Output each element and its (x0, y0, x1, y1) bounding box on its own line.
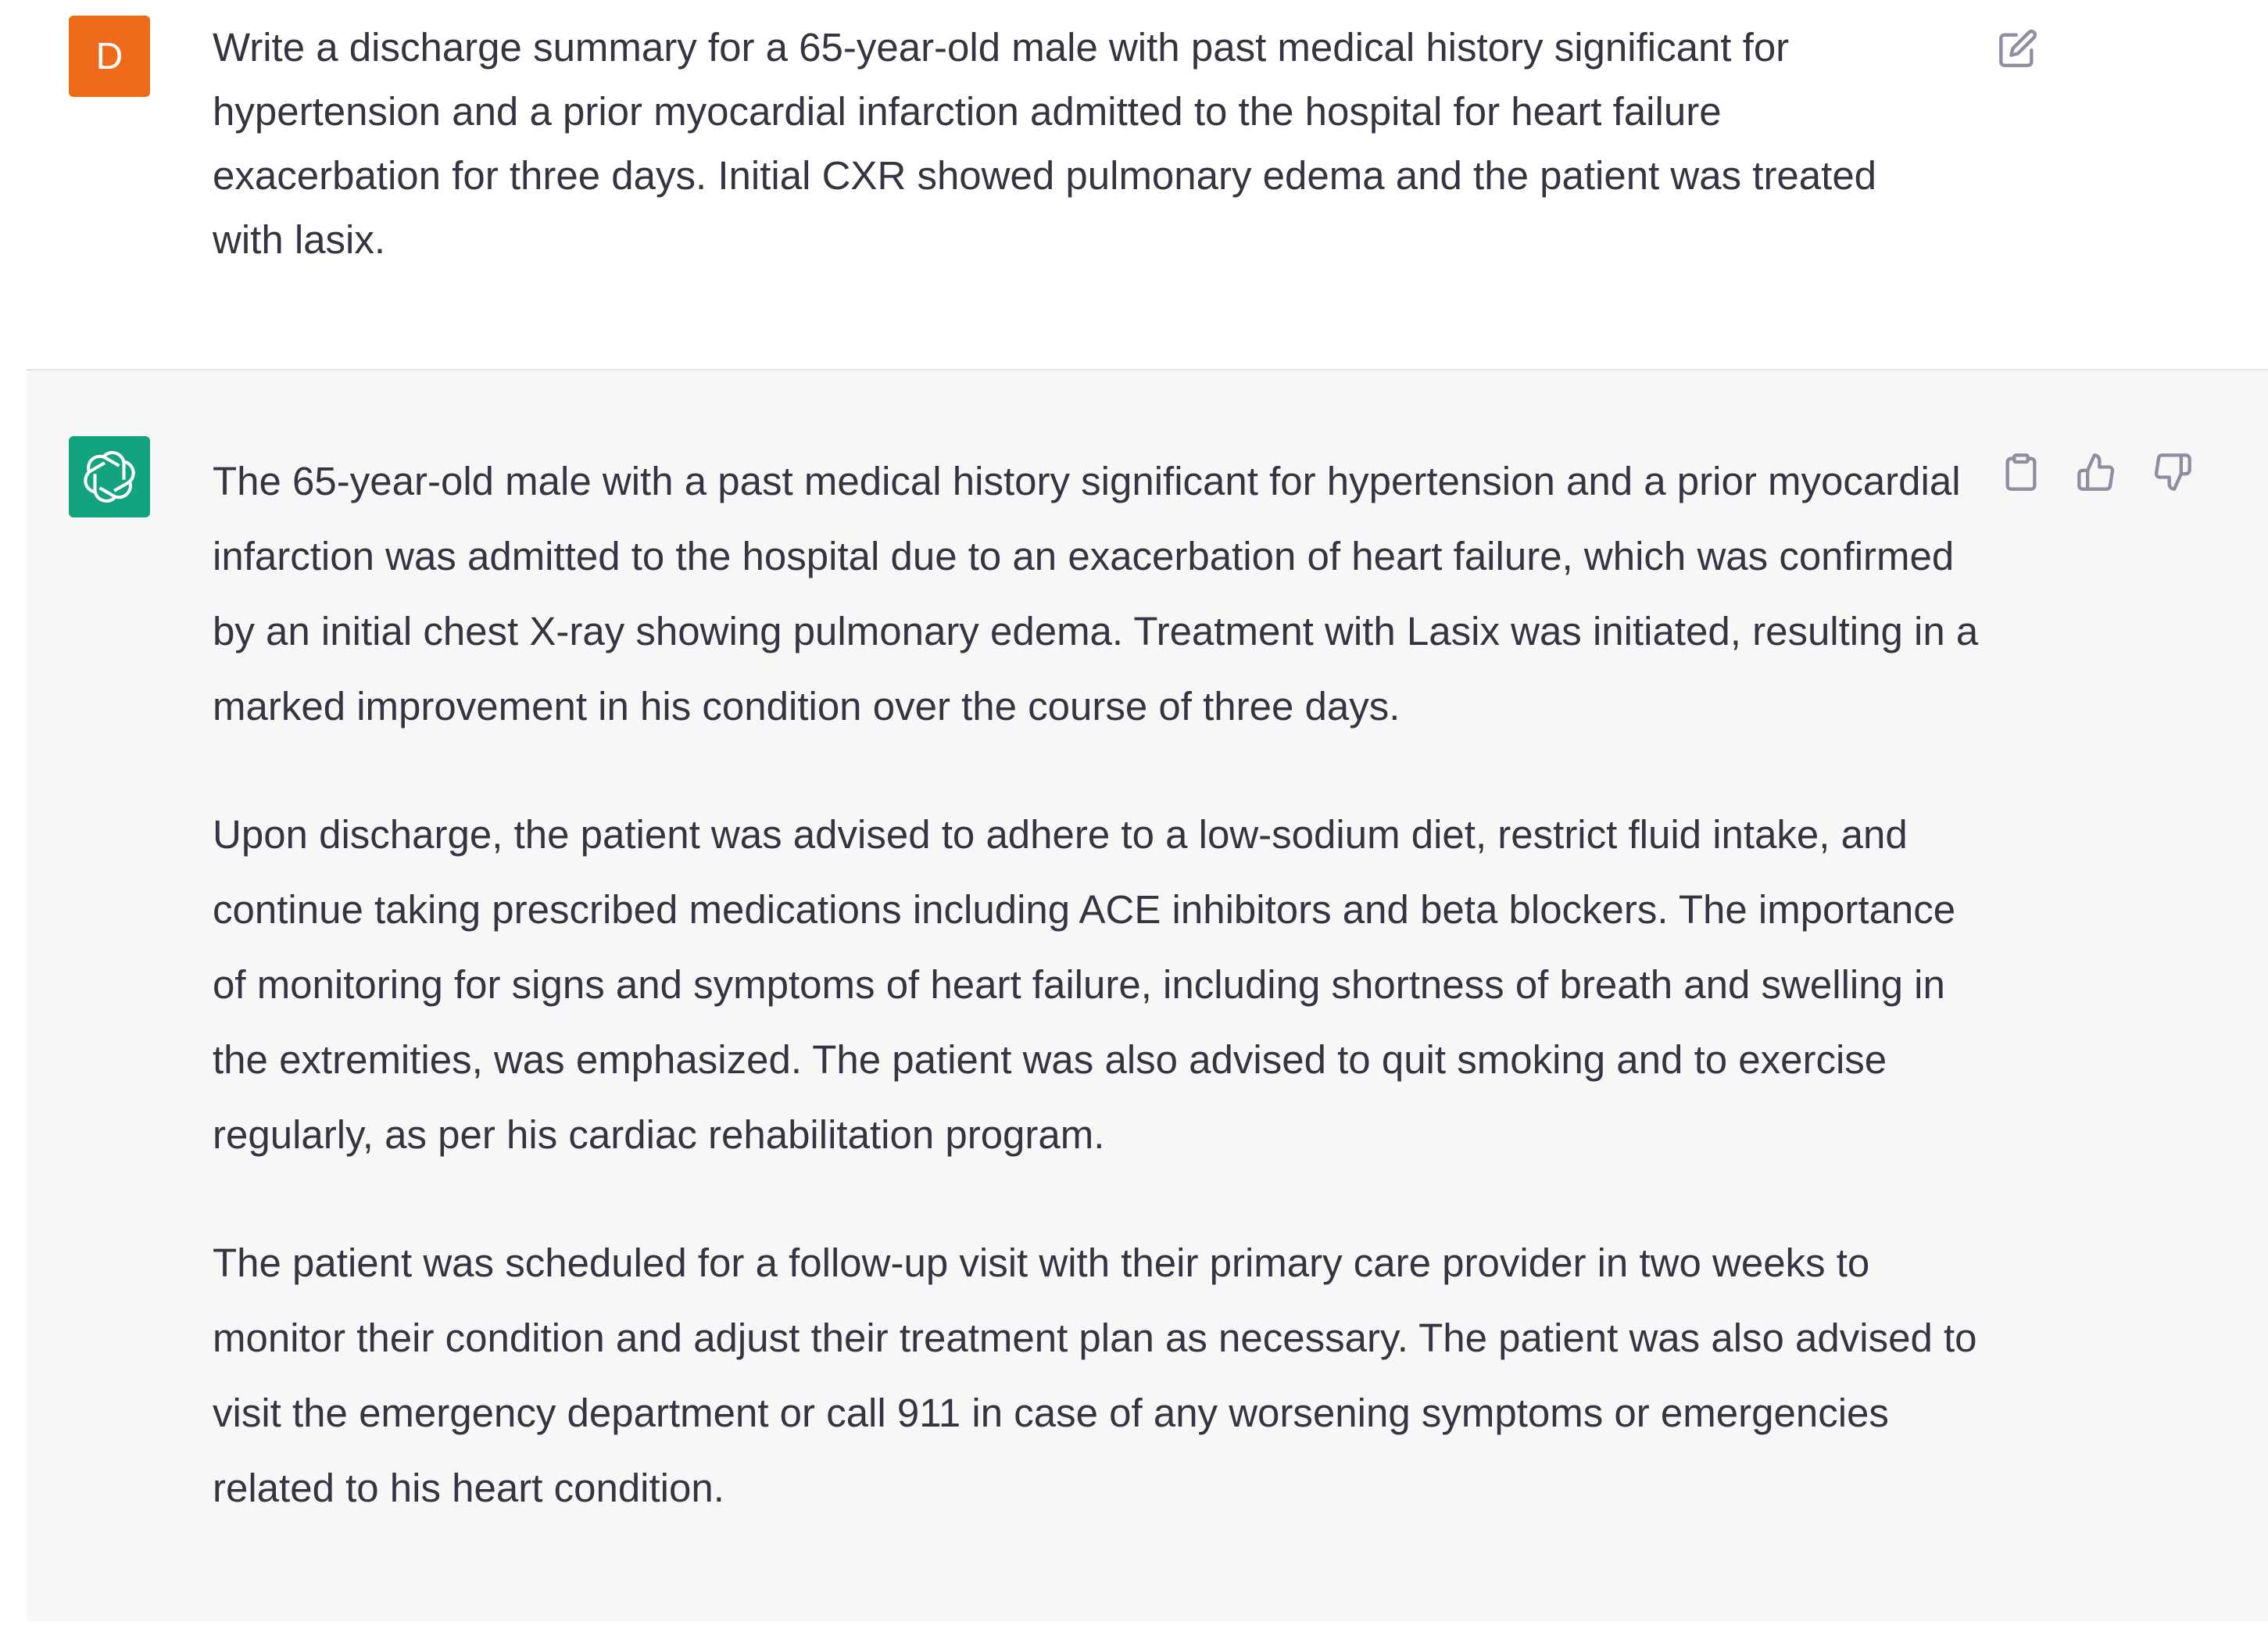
assistant-message-text (213, 444, 1979, 1579)
assistant-paragraph: Upon discharge, the patient was advised to adhere to a low-sodium diet, restrict fluid intake, and continue taking prescribed medications including ACE inhibitors and beta blockers. The importance of monitoring for signs and symptoms of heart failure, including shortness of breath and swelling in the extremities, was emphasized. The patient was also advised to quit smoking and to exercise regularly, as per his cardiac rehabilitation program. (213, 812, 1956, 1157)
assistant-paragraph: The patient was scheduled for a follow-up visit with their primary care provider in two weeks to monitor their condition and adjust their treatment plan as necessary. The patient was also advised to visit the emergency department or call 911 in case of any worsening symptoms or emergencies related to his heart condition. (213, 1241, 1977, 1510)
edit-button[interactable] (1993, 23, 2043, 73)
user-message (0, 0, 2268, 369)
assistant-avatar (69, 436, 150, 517)
assistant-paragraph: The 65-year-old male with a past medical history significant for hypertension and a prior myocardial infarction was admitted to the hospital due to an exacerbation of heart failure, which was confirmed by an initial chest X-ray showing pulmonary edema. Treatment with Lasix was initiated, resulting in a marked improvement in his condition over the course of three days. (213, 459, 1979, 729)
thumbs-up-icon (2076, 452, 2116, 492)
user-avatar-letter: D (95, 35, 123, 77)
thumbs-up-button[interactable] (2071, 447, 2121, 497)
thumbs-down-icon (2152, 452, 2193, 492)
clipboard-icon (2001, 452, 2041, 492)
copy-button[interactable] (1996, 447, 2046, 497)
user-avatar (69, 16, 150, 97)
user-message-text: Write a discharge summary for a 65-year-old male with past medical history significant for hypertension and a prior myocardial infarction admitted to the hospital for heart failure exacerbation for three days. Initial CXR showed pulmonary edema and the patient was treated with lasix. (213, 25, 1877, 262)
thumbs-down-button[interactable] (2148, 447, 2198, 497)
openai-logo-icon (80, 448, 138, 506)
edit-icon (1998, 28, 2038, 69)
